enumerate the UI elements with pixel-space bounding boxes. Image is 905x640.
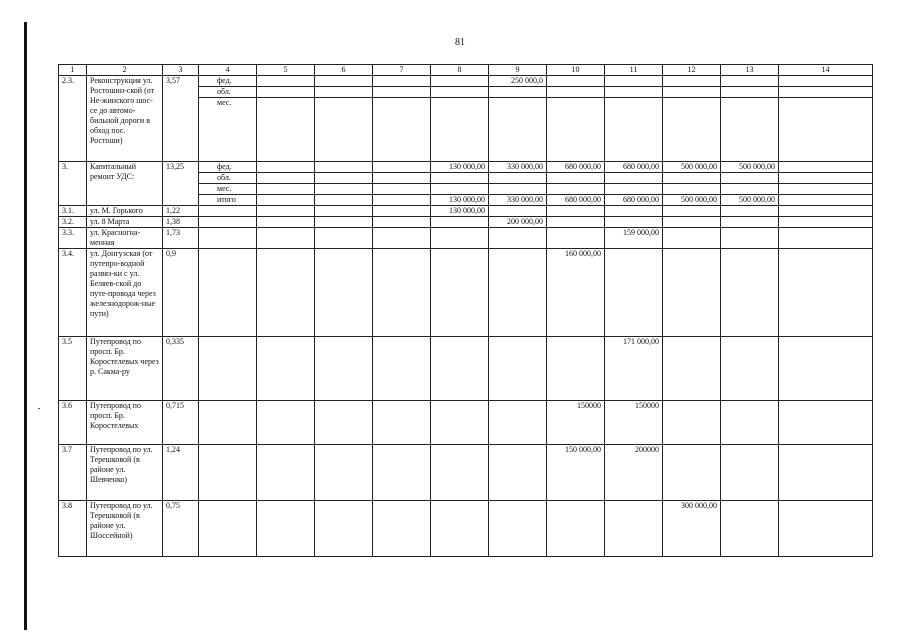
value-cell <box>605 173 663 184</box>
row-name: ул. Донгузская (от путепро-водной развяз-ки с ул. Беляев-ской до путе-провода через железнодорож-ные пути) <box>87 249 163 337</box>
value-cell <box>547 87 605 98</box>
value-cell <box>779 217 873 228</box>
value-cell <box>663 217 721 228</box>
table-row <box>59 76 873 87</box>
value-cell: 500 000,00 <box>663 195 721 206</box>
value-cell <box>257 87 315 98</box>
value-cell <box>721 337 779 401</box>
funding-source <box>199 501 257 557</box>
value-cell <box>489 98 547 162</box>
value-cell: 150 000,00 <box>547 445 605 501</box>
value-cell <box>663 337 721 401</box>
row-length: 1,38 <box>163 217 199 228</box>
value-cell <box>431 173 489 184</box>
value-cell <box>315 249 373 337</box>
value-cell <box>605 249 663 337</box>
value-cell <box>547 337 605 401</box>
table-row <box>59 249 873 337</box>
value-cell <box>315 98 373 162</box>
row-name: Капитальный ремонт УДС: <box>87 162 163 206</box>
row-length: 13,25 <box>163 162 199 206</box>
value-cell <box>257 401 315 445</box>
header-row <box>59 65 873 76</box>
value-cell <box>721 401 779 445</box>
row-name: Реконструкция ул. Ростошин-ской (от Не-жинского шос-се до автомо-бильной дороги в обход пос. Ростоши) <box>87 76 163 162</box>
funding-source <box>199 249 257 337</box>
value-cell: 150000 <box>547 401 605 445</box>
value-cell <box>315 228 373 249</box>
table-row <box>59 162 873 173</box>
row-number: 3.6 <box>59 401 87 445</box>
value-cell <box>315 445 373 501</box>
header-cell: 11 <box>605 65 663 76</box>
row-number: 2.3. <box>59 76 87 162</box>
table-row <box>59 401 873 445</box>
header-cell: 7 <box>373 65 431 76</box>
table-row <box>59 501 873 557</box>
funding-source: фед. <box>199 76 257 87</box>
value-cell <box>431 87 489 98</box>
row-length: 1,22 <box>163 206 199 217</box>
header-cell: 12 <box>663 65 721 76</box>
value-cell <box>721 76 779 87</box>
funding-source: фед. <box>199 162 257 173</box>
row-number: 3.5 <box>59 337 87 401</box>
value-cell <box>315 87 373 98</box>
value-cell <box>721 173 779 184</box>
value-cell <box>663 228 721 249</box>
value-cell <box>489 445 547 501</box>
value-cell <box>663 445 721 501</box>
page-number: 81 <box>455 37 465 48</box>
row-length: 3,57 <box>163 76 199 162</box>
value-cell <box>547 76 605 87</box>
header-cell: 3 <box>163 65 199 76</box>
value-cell: 171 000,00 <box>605 337 663 401</box>
row-number: 3.1. <box>59 206 87 217</box>
value-cell <box>315 195 373 206</box>
value-cell <box>257 162 315 173</box>
funding-source <box>199 401 257 445</box>
value-cell <box>373 87 431 98</box>
value-cell <box>779 76 873 87</box>
value-cell <box>663 173 721 184</box>
value-cell <box>431 249 489 337</box>
funding-source: мес. <box>199 98 257 162</box>
value-cell <box>257 195 315 206</box>
value-cell <box>547 98 605 162</box>
value-cell <box>315 206 373 217</box>
value-cell <box>431 98 489 162</box>
row-name: ул. М. Горького <box>87 206 163 217</box>
value-cell <box>663 249 721 337</box>
value-cell: 130 000,00 <box>431 162 489 173</box>
value-cell: 130 000,00 <box>431 206 489 217</box>
value-cell <box>315 76 373 87</box>
value-cell <box>779 249 873 337</box>
row-number: 3.7 <box>59 445 87 501</box>
row-number: 3.4. <box>59 249 87 337</box>
value-cell <box>257 184 315 195</box>
value-cell: 330 000,00 <box>489 195 547 206</box>
value-cell: 200 000,00 <box>489 217 547 228</box>
value-cell <box>315 401 373 445</box>
value-cell <box>779 184 873 195</box>
header-cell: 2 <box>87 65 163 76</box>
value-cell <box>373 228 431 249</box>
page-edge-line <box>24 22 27 630</box>
table-row <box>59 206 873 217</box>
value-cell <box>373 76 431 87</box>
value-cell <box>605 76 663 87</box>
value-cell <box>431 184 489 195</box>
value-cell: 130 000,00 <box>431 195 489 206</box>
value-cell <box>721 98 779 162</box>
funding-source: итого <box>199 195 257 206</box>
value-cell <box>431 445 489 501</box>
value-cell <box>779 337 873 401</box>
value-cell: 500 000,00 <box>721 195 779 206</box>
value-cell <box>257 249 315 337</box>
value-cell <box>779 228 873 249</box>
value-cell <box>373 98 431 162</box>
value-cell <box>257 228 315 249</box>
value-cell <box>257 98 315 162</box>
value-cell <box>547 228 605 249</box>
value-cell <box>373 162 431 173</box>
value-cell <box>257 501 315 557</box>
value-cell <box>779 195 873 206</box>
value-cell <box>315 217 373 228</box>
header-cell: 1 <box>59 65 87 76</box>
value-cell: 330 000,00 <box>489 162 547 173</box>
value-cell <box>721 249 779 337</box>
header-cell: 5 <box>257 65 315 76</box>
value-cell <box>779 87 873 98</box>
funding-source <box>199 206 257 217</box>
value-cell <box>373 337 431 401</box>
table-row <box>59 217 873 228</box>
value-cell <box>779 401 873 445</box>
funding-source <box>199 217 257 228</box>
row-number: 3. <box>59 162 87 206</box>
row-name: Путепровод по ул. Терешковой (в районе ул. Шоссейной) <box>87 501 163 557</box>
value-cell: 250 000,0 <box>489 76 547 87</box>
table-row <box>59 228 873 249</box>
row-name: Путепровод по просп. Бр. Коростелевых через р. Сакма-ру <box>87 337 163 401</box>
value-cell <box>663 87 721 98</box>
value-cell <box>489 206 547 217</box>
value-cell <box>315 173 373 184</box>
value-cell: 680 000,00 <box>605 162 663 173</box>
value-cell <box>489 337 547 401</box>
value-cell <box>721 87 779 98</box>
value-cell <box>257 206 315 217</box>
value-cell <box>257 337 315 401</box>
value-cell <box>663 401 721 445</box>
value-cell <box>779 162 873 173</box>
value-cell <box>663 184 721 195</box>
row-number: 3.8 <box>59 501 87 557</box>
value-cell <box>489 184 547 195</box>
value-cell <box>663 76 721 87</box>
value-cell <box>605 206 663 217</box>
value-cell <box>489 228 547 249</box>
row-length: 0,9 <box>163 249 199 337</box>
value-cell <box>373 401 431 445</box>
value-cell <box>547 184 605 195</box>
value-cell <box>547 217 605 228</box>
value-cell <box>605 184 663 195</box>
scan-speck <box>38 408 40 409</box>
value-cell: 159 000,00 <box>605 228 663 249</box>
value-cell <box>257 76 315 87</box>
funding-source <box>199 445 257 501</box>
header-cell: 9 <box>489 65 547 76</box>
value-cell <box>779 98 873 162</box>
value-cell <box>605 501 663 557</box>
value-cell: 500 000,00 <box>663 162 721 173</box>
header-cell: 10 <box>547 65 605 76</box>
header-cell: 4 <box>199 65 257 76</box>
value-cell <box>779 173 873 184</box>
value-cell <box>547 206 605 217</box>
value-cell <box>315 184 373 195</box>
value-cell <box>431 501 489 557</box>
value-cell <box>373 445 431 501</box>
value-cell <box>605 98 663 162</box>
value-cell: 680 000,00 <box>605 195 663 206</box>
value-cell: 680 000,00 <box>547 162 605 173</box>
row-name: ул. Красногна-менная <box>87 228 163 249</box>
value-cell <box>605 87 663 98</box>
value-cell <box>373 217 431 228</box>
value-cell <box>779 501 873 557</box>
header-cell: 13 <box>721 65 779 76</box>
value-cell <box>489 501 547 557</box>
funding-source: обл. <box>199 173 257 184</box>
table-row <box>59 337 873 401</box>
value-cell <box>373 184 431 195</box>
value-cell: 160 000,00 <box>547 249 605 337</box>
value-cell <box>605 217 663 228</box>
value-cell <box>373 501 431 557</box>
value-cell: 150000 <box>605 401 663 445</box>
value-cell: 680 000,00 <box>547 195 605 206</box>
value-cell <box>373 206 431 217</box>
value-cell <box>489 249 547 337</box>
value-cell <box>721 206 779 217</box>
row-length: 1,24 <box>163 445 199 501</box>
value-cell <box>721 184 779 195</box>
value-cell <box>489 87 547 98</box>
value-cell: 500 000,00 <box>721 162 779 173</box>
value-cell <box>721 501 779 557</box>
value-cell <box>431 401 489 445</box>
row-name: ул. 8 Марта <box>87 217 163 228</box>
row-length: 0,715 <box>163 401 199 445</box>
value-cell <box>489 173 547 184</box>
value-cell <box>489 401 547 445</box>
value-cell <box>779 445 873 501</box>
value-cell <box>431 217 489 228</box>
row-length: 0,335 <box>163 337 199 401</box>
row-name: Путепровод по ул. Терешковой (в районе ул. Шевченко) <box>87 445 163 501</box>
header-cell: 14 <box>779 65 873 76</box>
value-cell <box>257 217 315 228</box>
funding-source: обл. <box>199 87 257 98</box>
value-cell <box>315 162 373 173</box>
table-row <box>59 445 873 501</box>
budget-table <box>58 64 873 557</box>
value-cell: 300 000,00 <box>663 501 721 557</box>
value-cell <box>315 501 373 557</box>
row-length: 0,75 <box>163 501 199 557</box>
funding-source <box>199 337 257 401</box>
funding-source: мес. <box>199 184 257 195</box>
value-cell <box>431 228 489 249</box>
value-cell <box>663 206 721 217</box>
row-number: 3.3. <box>59 228 87 249</box>
header-cell: 6 <box>315 65 373 76</box>
row-name: Путепровод по просп. Бр. Коростелевых <box>87 401 163 445</box>
header-cell: 8 <box>431 65 489 76</box>
value-cell <box>547 173 605 184</box>
value-cell <box>431 337 489 401</box>
value-cell <box>257 173 315 184</box>
value-cell <box>431 76 489 87</box>
value-cell: 200000 <box>605 445 663 501</box>
value-cell <box>663 98 721 162</box>
value-cell <box>257 445 315 501</box>
value-cell <box>373 195 431 206</box>
row-length: 1,73 <box>163 228 199 249</box>
value-cell <box>373 173 431 184</box>
row-number: 3.2. <box>59 217 87 228</box>
value-cell <box>547 501 605 557</box>
funding-source <box>199 228 257 249</box>
value-cell <box>373 249 431 337</box>
value-cell <box>721 445 779 501</box>
value-cell <box>721 217 779 228</box>
value-cell <box>779 206 873 217</box>
value-cell <box>721 228 779 249</box>
value-cell <box>315 337 373 401</box>
